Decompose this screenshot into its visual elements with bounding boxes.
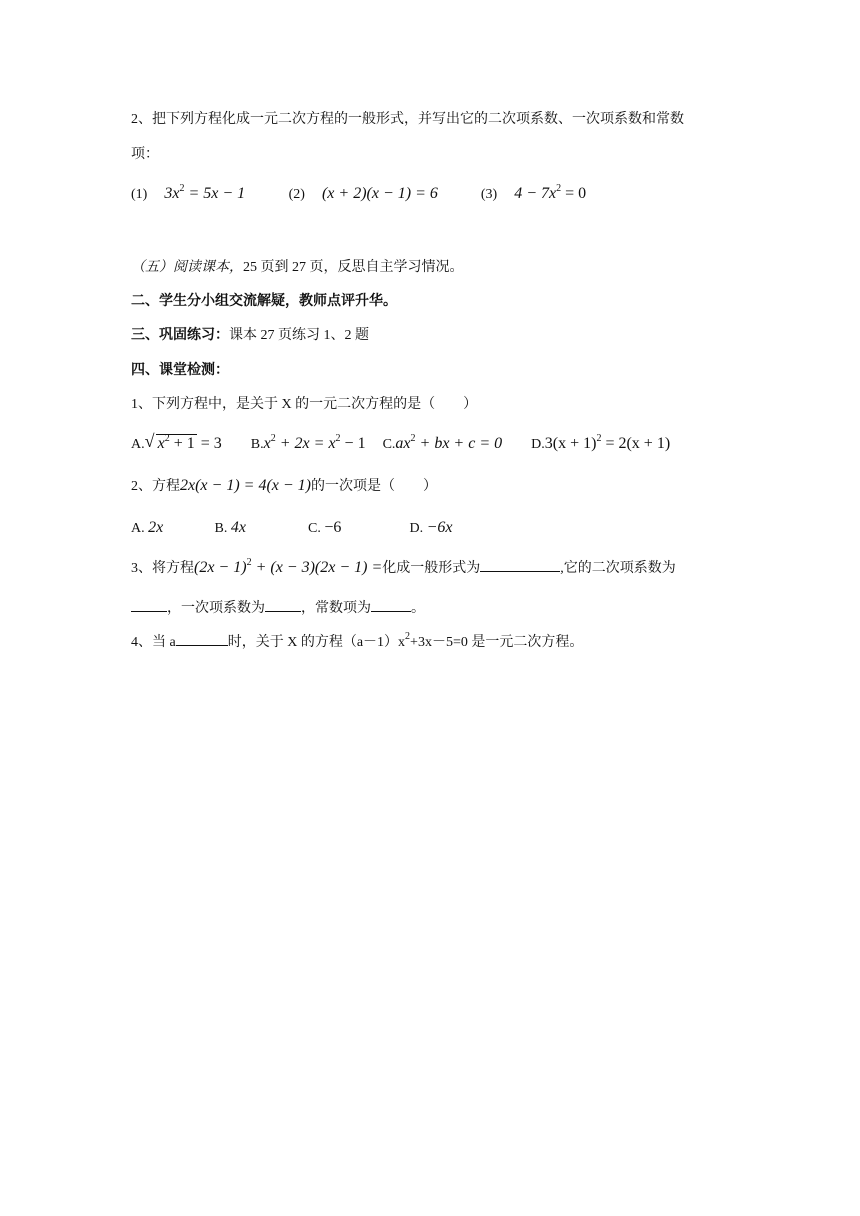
test-q4: 4、当 a 时，关于 X 的方程$(a-1)x^2+3x-5=0$ 是一元二次方程。 <box>131 631 584 650</box>
q2-items <box>131 184 586 205</box>
test-q2-option-a: A. 2x <box>131 519 164 536</box>
section-5: （五）阅读课本，25 页到 27 页，反思自主学习情况。 <box>131 260 464 275</box>
test-q1-option-a: A. √ $x^2 + 1 = 3$ <box>131 431 222 452</box>
test-q2-option-c: C. −6 <box>308 519 342 536</box>
answer-blank-a-value[interactable] <box>176 631 228 646</box>
q2-text: 2、把下列方程化成一元二次方程的一般形式，并写出它的二次项系数、一次项系数和常数 <box>131 112 684 127</box>
test-q1-stem: 1、下列方程中，是关于 X 的一元二次方程的是（ ） <box>131 397 478 412</box>
test-q3-line1: 3、将方程$(2x - 1)^2 + (x - 3)(2x - 1)$ =化成一般形式为 ,它的二次项系数为 <box>131 557 676 576</box>
answer-blank-constant[interactable] <box>371 597 411 612</box>
answer-blank-general-form[interactable] <box>480 557 560 572</box>
answer-blank-linear-coef[interactable] <box>265 597 301 612</box>
sqrt-expression: √ $x^2 + 1$ <box>144 431 195 452</box>
test-q2-option-b: B. 4x <box>214 519 246 536</box>
q2-text-cont: 项： <box>131 147 159 162</box>
q2-item-1: (1) $3x^2 = 5x - 1$ <box>131 183 246 202</box>
heading-3: 三、巩固练习：课本 27 页练习 1、2 题 <box>131 328 369 343</box>
heading-2: 二、学生分小组交流解疑，教师点评升华。 <box>131 294 397 309</box>
answer-blank-quadratic-coef[interactable] <box>131 597 167 612</box>
q2-line2 <box>131 145 159 165</box>
test-q2-options <box>131 518 453 539</box>
test-q1-option-c: $C.ax^2$ + bx + c = 0 <box>382 433 503 452</box>
test-q1-options <box>131 431 671 455</box>
test-q1-option-b: $B.x^2 + 2x = x^2 - 1$ <box>250 433 366 452</box>
heading-4: 四、课堂检测： <box>131 363 229 378</box>
q2-line1 <box>131 110 684 130</box>
q2-item-2: (2) (x + 2)(x − 1) = 6 <box>288 185 438 202</box>
q2-item-3: (3) $4 - 7x^2 = 0$ <box>480 183 587 202</box>
test-q2-stem: 2、方程2x(x − 1) = 4(x − 1)的一次项是（ ） <box>131 477 438 494</box>
test-q1-option-d: $D.3(x + 1)^2 = 2(x + 1)$ <box>531 433 671 452</box>
test-q2-option-d: D. −6x <box>409 519 453 536</box>
test-q3-line2: ，一次项系数为 ，常数项为 。 <box>131 597 425 619</box>
